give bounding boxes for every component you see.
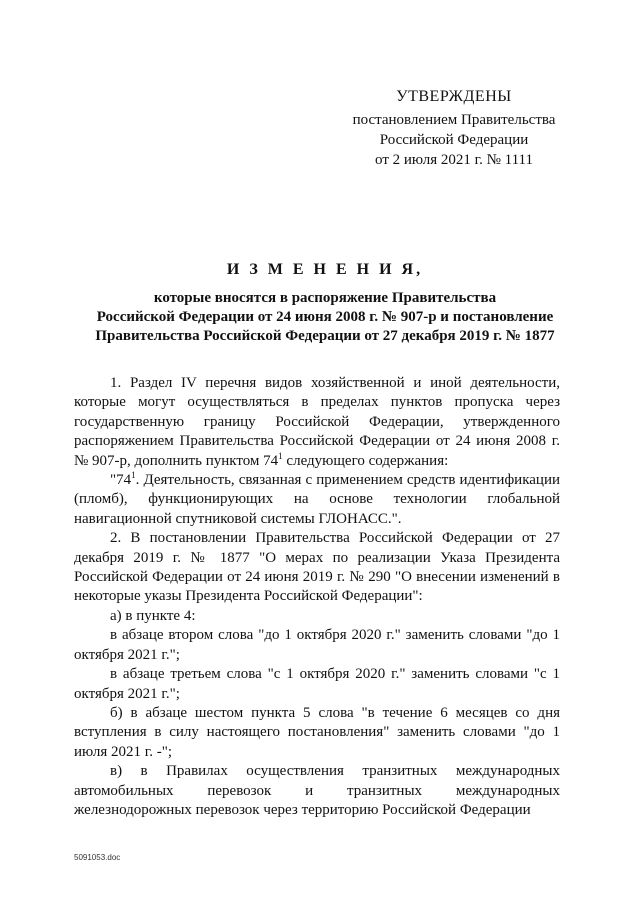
approval-heading: УТВЕРЖДЕНЫ (396, 88, 512, 105)
paragraph-2-text: . Деятельность, связанная с применением средств идентификации (пломб), функционирующих на основе технологии глобальной навигационной спутниковой системы ГЛОНАСС.". (74, 472, 560, 527)
paragraph-4: а) в пункте 4: (110, 607, 196, 624)
superscript: 1 (131, 470, 136, 481)
paragraph-1-tail: следующего содержания: (282, 452, 449, 469)
superscript: 1 (278, 450, 283, 461)
paragraph-8: в) в Правилах осуществления транзитных международных автомобильных перевозок и транзитных международных железнодорожных перевозок через территорию Российской Федерации (74, 763, 560, 818)
approval-line-3: от 2 июля 2021 г. № 1111 (375, 152, 533, 168)
approval-line-1: постановлением Правительства (352, 112, 556, 128)
subtitle-line-3: Правительства Российской Федерации от 27 декабря 2019 г. № 1877 (95, 328, 555, 344)
document-subtitle (60, 289, 590, 346)
file-reference: 5091053.doc (74, 853, 121, 862)
paragraph-5: в абзаце втором слова "до 1 октября 2020 г." заменить словами "до 1 октября 2021 г."; (74, 627, 560, 663)
paragraph-1 (74, 374, 560, 471)
approval-stamp (336, 87, 572, 170)
document-title: И З М Е Н Е Н И Я, (226, 261, 424, 278)
paragraph-2-head: "74 (110, 472, 132, 489)
paragraph-2 (74, 471, 560, 529)
paragraph-7: б) в абзаце шестом пункта 5 слова "в течение 6 месяцев со дня вступления в силу настоящего постановления" заменить словами "до 1 июля 2021 г. -"; (74, 704, 560, 760)
title-block (60, 261, 590, 346)
paragraph-1-text: 1. Раздел IV перечня видов хозяйственной и иной деятельности, которые могут осуществляться в пределах пунктов пропуска через государственную границу Российской Федерации, утвержденного распоряжением Правительства Российской Федерации от 24 июня 2008 г. № 907-р, дополнить пунктом 74 (74, 375, 560, 469)
document-body (74, 374, 560, 820)
paragraph-3: 2. В постановлении Правительства Российской Федерации от 27 декабря 2019 г. № 1877 "О мерах по реализации Указа Президента Российской Федерации от 24 июня 2019 г. № 290 "О внесении изменений в некоторые указы Президента Российской Федерации": (74, 530, 560, 605)
approval-line-2: Российской Федерации (379, 132, 529, 148)
subtitle-line-2: Российской Федерации от 24 июня 2008 г. № 907-р и постановление (96, 309, 554, 325)
paragraph-6: в абзаце третьем слова "с 1 октября 2020 г." заменить словами "с 1 октября 2021 г."; (74, 666, 560, 702)
subtitle-line-1: которые вносятся в распоряжение Правительства (153, 290, 497, 306)
